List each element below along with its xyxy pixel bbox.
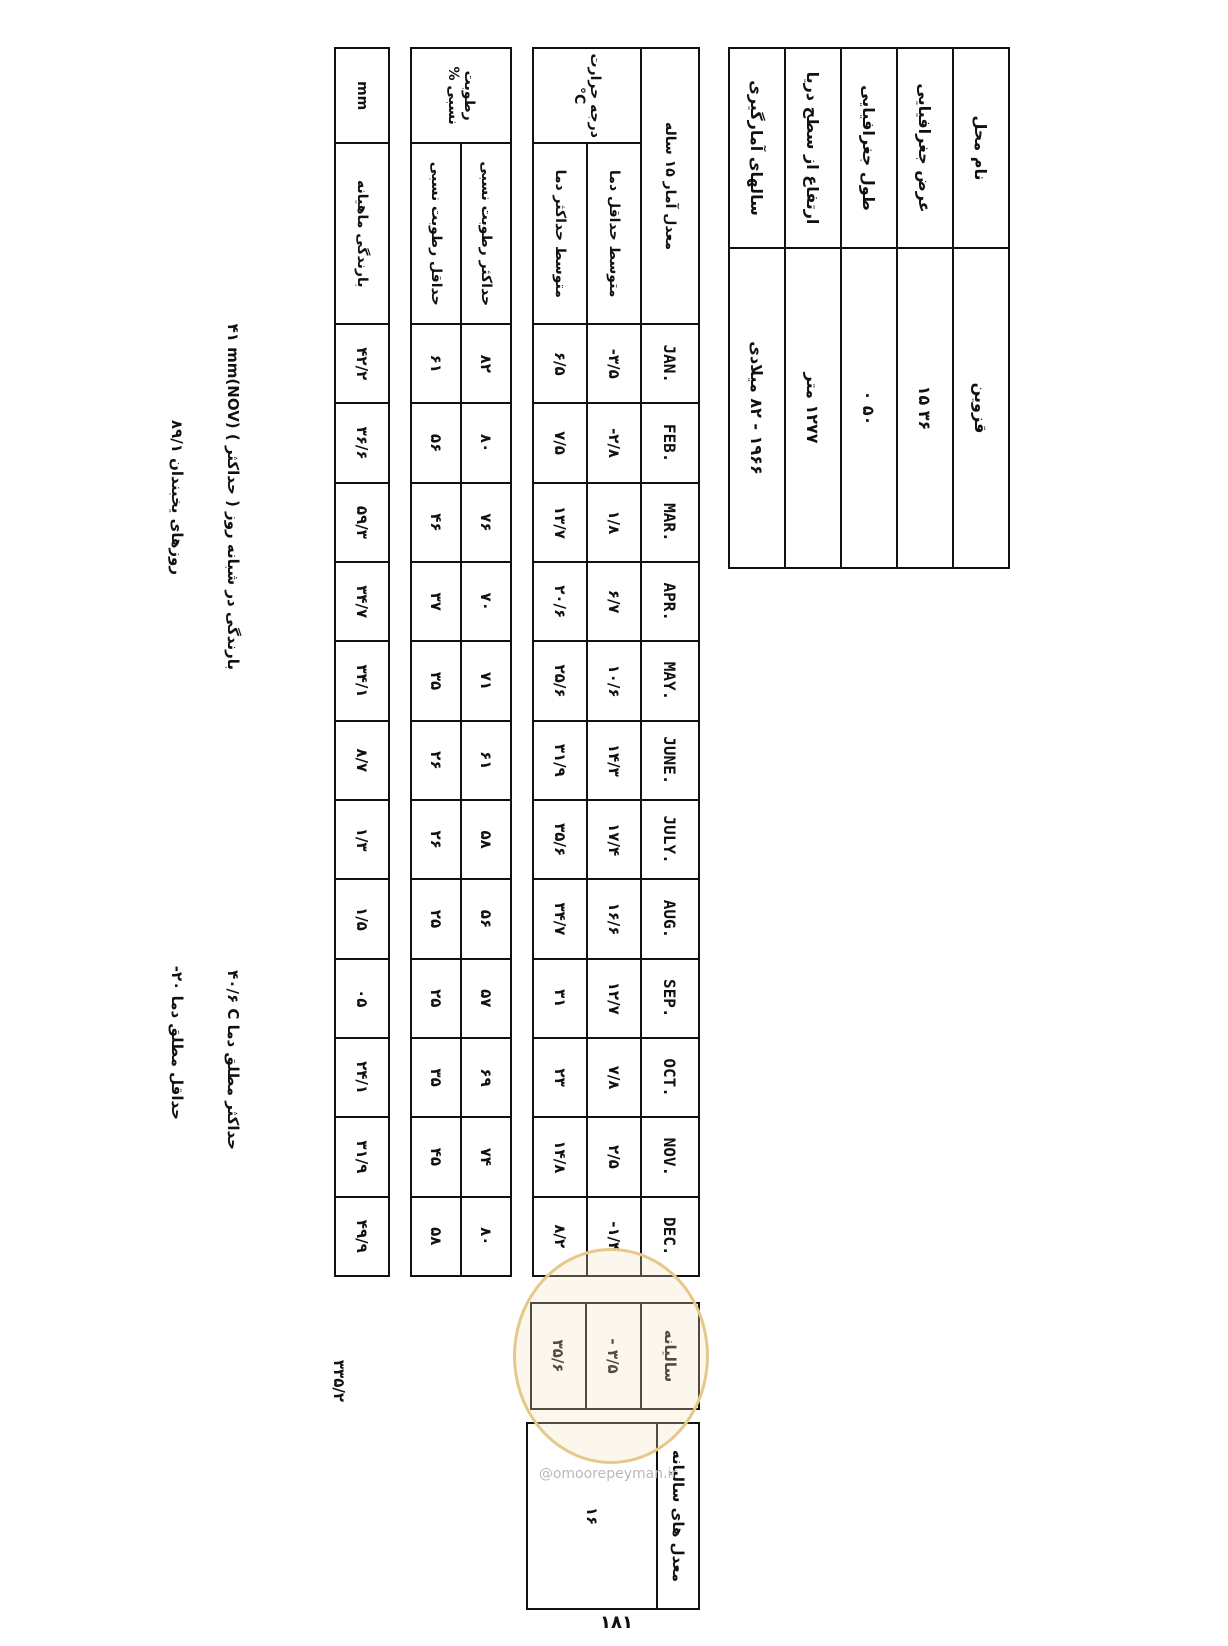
row-separator bbox=[389, 48, 411, 1276]
humidity-group-label: رطوبت نسبی % bbox=[411, 48, 511, 143]
row-label: حداقل رطوبت نسبی bbox=[411, 143, 461, 324]
cell: ۳۶/۶ bbox=[335, 403, 389, 482]
cell: ۱۰/۶ bbox=[587, 641, 641, 720]
cell: ۵۸ bbox=[461, 800, 511, 879]
station-info-table bbox=[730, 47, 1010, 567]
info-value: ۵۰ ۰ bbox=[841, 248, 897, 568]
month-sep: SEP. bbox=[641, 959, 699, 1038]
cell: ۳۵ bbox=[411, 1038, 461, 1117]
cell: ۶/۷ bbox=[587, 562, 641, 641]
row-label: بارندگی ماهیانه bbox=[335, 143, 389, 324]
cell: ۱۲/۷ bbox=[587, 959, 641, 1038]
info-value: ۱۲۷۷ متر bbox=[785, 248, 841, 568]
cell: ۳۱/۹ bbox=[533, 721, 587, 800]
cell: ۷۴ bbox=[461, 1117, 511, 1196]
month-header-row bbox=[641, 48, 699, 1276]
cell: ۱/۸ bbox=[587, 483, 641, 562]
rainfall-unit-label: mm bbox=[335, 48, 389, 143]
annual-average-value: ۱۶ bbox=[527, 1423, 657, 1609]
cell: ۸/۷ bbox=[335, 721, 389, 800]
info-value: ۳۶ ۱۵ bbox=[897, 248, 953, 568]
cell: ۳۷ bbox=[411, 562, 461, 641]
cell: ۶۱ bbox=[411, 324, 461, 403]
cell: ۴۶ bbox=[411, 483, 461, 562]
cell: ۱/۳ bbox=[335, 800, 389, 879]
stamp-ring-icon bbox=[513, 1248, 709, 1464]
cell: ۶۱ bbox=[461, 721, 511, 800]
month-july: JULY. bbox=[641, 800, 699, 879]
cell: ۵۶ bbox=[461, 879, 511, 958]
month-mar: MAR. bbox=[641, 483, 699, 562]
cell: ۷۰ bbox=[461, 562, 511, 641]
watermark-stamp bbox=[508, 1238, 708, 1508]
frost-days-value: ۸۹/۱ bbox=[168, 419, 186, 453]
cell: ۲۴/۱ bbox=[335, 1038, 389, 1117]
temperature-group-label: درجه حرارت C° bbox=[533, 48, 641, 143]
cell: ۶/۵ bbox=[533, 324, 587, 403]
cell: ۲/۵ bbox=[587, 1117, 641, 1196]
frost-days-label: روزهای یخبندان bbox=[168, 458, 186, 575]
max-abs-temp-note bbox=[216, 820, 242, 1150]
max-abs-temp-label: حداکثر مطلق دما bbox=[224, 1024, 242, 1150]
cell: ۱۷/۴ bbox=[587, 800, 641, 879]
cell: ۱۴/۸ bbox=[533, 1117, 587, 1196]
table-row bbox=[533, 48, 587, 1276]
month-nov: NOV. bbox=[641, 1117, 699, 1196]
cell: ۳۵/۶ bbox=[533, 800, 587, 879]
cell: ۵۶ bbox=[411, 403, 461, 482]
max-daily-rain-note bbox=[216, 150, 242, 670]
watermark-text: @omoorepeyman.ir bbox=[538, 1466, 678, 1482]
min-abs-temp-label: حداقل مطلق دما bbox=[168, 995, 186, 1120]
cell: ۲۵/۶ bbox=[533, 641, 587, 720]
info-label: ارتفاع از سطح دریا bbox=[785, 48, 841, 248]
table-row bbox=[587, 48, 641, 1276]
table-row bbox=[461, 48, 511, 1276]
min-abs-temp-note bbox=[160, 820, 186, 1120]
info-label: نام محل bbox=[953, 48, 1009, 248]
climate-table bbox=[340, 47, 700, 1277]
cell: ۳۱/۹ bbox=[335, 1117, 389, 1196]
month-aug: AUG. bbox=[641, 879, 699, 958]
month-dec: DEC. bbox=[641, 1197, 699, 1276]
min-abs-temp-value: -۲۰ bbox=[168, 965, 186, 991]
frost-days-note bbox=[160, 245, 186, 575]
annual-label: سالیانه bbox=[641, 1303, 699, 1409]
cell: ۴۵ bbox=[411, 1117, 461, 1196]
cell: ۲۳ bbox=[533, 1038, 587, 1117]
cell: ۸/۲ bbox=[533, 1197, 587, 1276]
cell: ۲۶ bbox=[411, 800, 461, 879]
cell: ۷۶ bbox=[461, 483, 511, 562]
cell: ۸۰ bbox=[461, 1197, 511, 1276]
cell: ۱۳/۷ bbox=[533, 483, 587, 562]
cell: ۴۹/۹ bbox=[335, 1197, 389, 1276]
cell: ۳۱ bbox=[533, 959, 587, 1038]
month-apr: APR. bbox=[641, 562, 699, 641]
info-label: عرض جغرافیایی bbox=[897, 48, 953, 248]
month-jan: JAN. bbox=[641, 324, 699, 403]
cell: ۱۴/۳ bbox=[587, 721, 641, 800]
cell: ۷۱ bbox=[461, 641, 511, 720]
max-daily-rain-label: بارندگی در شبانه روز ( حداکثر ) bbox=[224, 433, 242, 670]
page-number: ۱۸۱ bbox=[600, 1612, 633, 1633]
cell: ۰۵ bbox=[335, 959, 389, 1038]
cell: ۳۴/۷ bbox=[335, 562, 389, 641]
cell: ۵۹/۳ bbox=[335, 483, 389, 562]
annual-value: ۳/۵ - bbox=[586, 1303, 641, 1409]
month-oct: OCT. bbox=[641, 1038, 699, 1117]
month-feb: FEB. bbox=[641, 403, 699, 482]
cell: ۸۰ bbox=[461, 403, 511, 482]
cell: ۲۰/۶ bbox=[533, 562, 587, 641]
cell: ۳۵ bbox=[411, 641, 461, 720]
cell: ۸۲ bbox=[461, 324, 511, 403]
cell: ۶۹ bbox=[461, 1038, 511, 1117]
table-row bbox=[335, 48, 389, 1276]
info-label: طول جغرافیایی bbox=[841, 48, 897, 248]
period-label: معدل آمار ۱۵ ساله bbox=[641, 48, 699, 324]
info-value: قزوین bbox=[953, 248, 1009, 568]
row-label: متوسط حداقل دما bbox=[587, 143, 641, 324]
max-daily-rain-value: ۴۱ mm(NOV) bbox=[224, 323, 242, 429]
cell: ۳۴/۷ bbox=[533, 879, 587, 958]
max-abs-temp-value: ۴۰/۶ C bbox=[224, 970, 242, 1020]
info-label: سالهای آمارگیری bbox=[729, 48, 785, 248]
month-may: MAY. bbox=[641, 641, 699, 720]
cell: -۳/۵ bbox=[587, 324, 641, 403]
cell: ۱/۵ bbox=[335, 879, 389, 958]
cell: ۲۶ bbox=[411, 721, 461, 800]
month-june: JUNE. bbox=[641, 721, 699, 800]
cell: ۲۵ bbox=[411, 959, 461, 1038]
annual-average-label: معدل های سالیانه bbox=[657, 1423, 699, 1609]
cell: ۴۲/۲ bbox=[335, 324, 389, 403]
cell: ۵۸ bbox=[411, 1197, 461, 1276]
cell: ۲۵ bbox=[411, 879, 461, 958]
cell: -۲/۸ bbox=[587, 403, 641, 482]
annual-value: ۳۵/۶ bbox=[531, 1303, 586, 1409]
row-label: متوسط حداکثر دما bbox=[533, 143, 587, 324]
cell: ۷/۸ bbox=[587, 1038, 641, 1117]
info-value: ۱۹۶۶ - ۸۲ میلادی bbox=[729, 248, 785, 568]
cell: ۷/۵ bbox=[533, 403, 587, 482]
cell: -۱/۴ bbox=[587, 1197, 641, 1276]
cell: ۳۴/۱ bbox=[335, 641, 389, 720]
row-separator bbox=[511, 48, 533, 1276]
cell: ۱۶/۶ bbox=[587, 879, 641, 958]
cell: ۵۷ bbox=[461, 959, 511, 1038]
table-row bbox=[411, 48, 461, 1276]
annual-rain-total: ۳۳۵/۲ bbox=[330, 1359, 348, 1402]
row-label: حداکثر رطوبت نسبی bbox=[461, 143, 511, 324]
